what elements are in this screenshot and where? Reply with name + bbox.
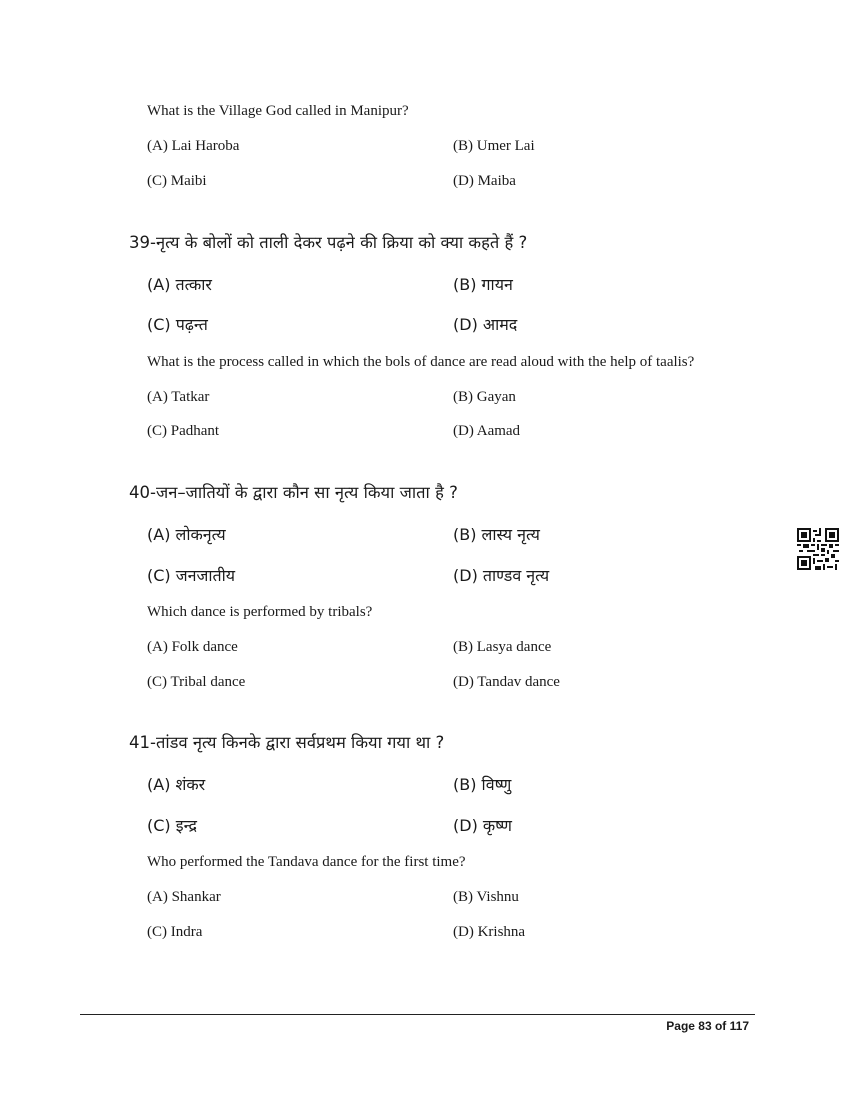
option-hi: (B) लास्य नृत्य: [453, 525, 540, 544]
page-number: Page 83 of 117: [666, 1019, 749, 1033]
option-hi: (B) विष्णु: [453, 775, 512, 794]
question-text-en: Which dance is performed by tribals?: [147, 604, 373, 620]
question-text-hi: 39-नृत्य के बोलों को ताली देकर पढ़ने की क्रिया को क्या कहते हैं ?: [129, 233, 528, 252]
option-hi: (C) जनजातीय: [147, 566, 236, 585]
option-en: (C) Indra: [147, 924, 203, 940]
question-text-en: What is the Village God called in Manipur?: [147, 103, 409, 119]
question-text-hi: 41-तांडव नृत्य किनके द्वारा सर्वप्रथम किया गया था ?: [129, 733, 445, 752]
option-hi: (A) तत्कार: [147, 275, 212, 294]
option-hi: (C) पढ़न्त: [147, 315, 208, 334]
qr-code-icon: [797, 528, 839, 570]
question-text-en: What is the process called in which the bols of dance are read aloud with the help of taalis?: [147, 354, 695, 370]
option-en: (D) Aamad: [453, 423, 521, 439]
option-hi: (A) लोकनृत्य: [147, 525, 226, 544]
option-hi: (D) आमद: [453, 315, 518, 334]
footer-divider: [80, 1014, 755, 1015]
option-en: (B) Vishnu: [453, 889, 519, 905]
option-hi: (A) शंकर: [147, 775, 206, 794]
option-hi: (D) कृष्ण: [453, 816, 512, 835]
option-en: (D) Tandav dance: [453, 674, 560, 690]
option-en: (D) Maiba: [453, 173, 516, 189]
question-text-en: Who performed the Tandava dance for the first time?: [147, 854, 466, 870]
question-text-hi: 40-जन–जातियों के द्वारा कौन सा नृत्य किया जाता है ?: [129, 483, 458, 502]
option-en: (C) Maibi: [147, 173, 207, 189]
option-hi: (D) ताण्डव नृत्य: [453, 566, 550, 585]
option-en: (C) Tribal dance: [147, 674, 246, 690]
option-en: (A) Lai Haroba: [147, 138, 240, 154]
option-en: (D) Krishna: [453, 924, 526, 940]
option-en: (B) Gayan: [453, 389, 516, 405]
option-en: (B) Umer Lai: [453, 138, 535, 154]
option-en: (A) Folk dance: [147, 639, 238, 655]
option-en: (B) Lasya dance: [453, 639, 552, 655]
option-en: (C) Padhant: [147, 423, 220, 439]
option-en: (A) Shankar: [147, 889, 221, 905]
option-en: (A) Tatkar: [147, 389, 210, 405]
option-hi: (B) गायन: [453, 275, 513, 294]
option-hi: (C) इन्द्र: [147, 816, 198, 835]
